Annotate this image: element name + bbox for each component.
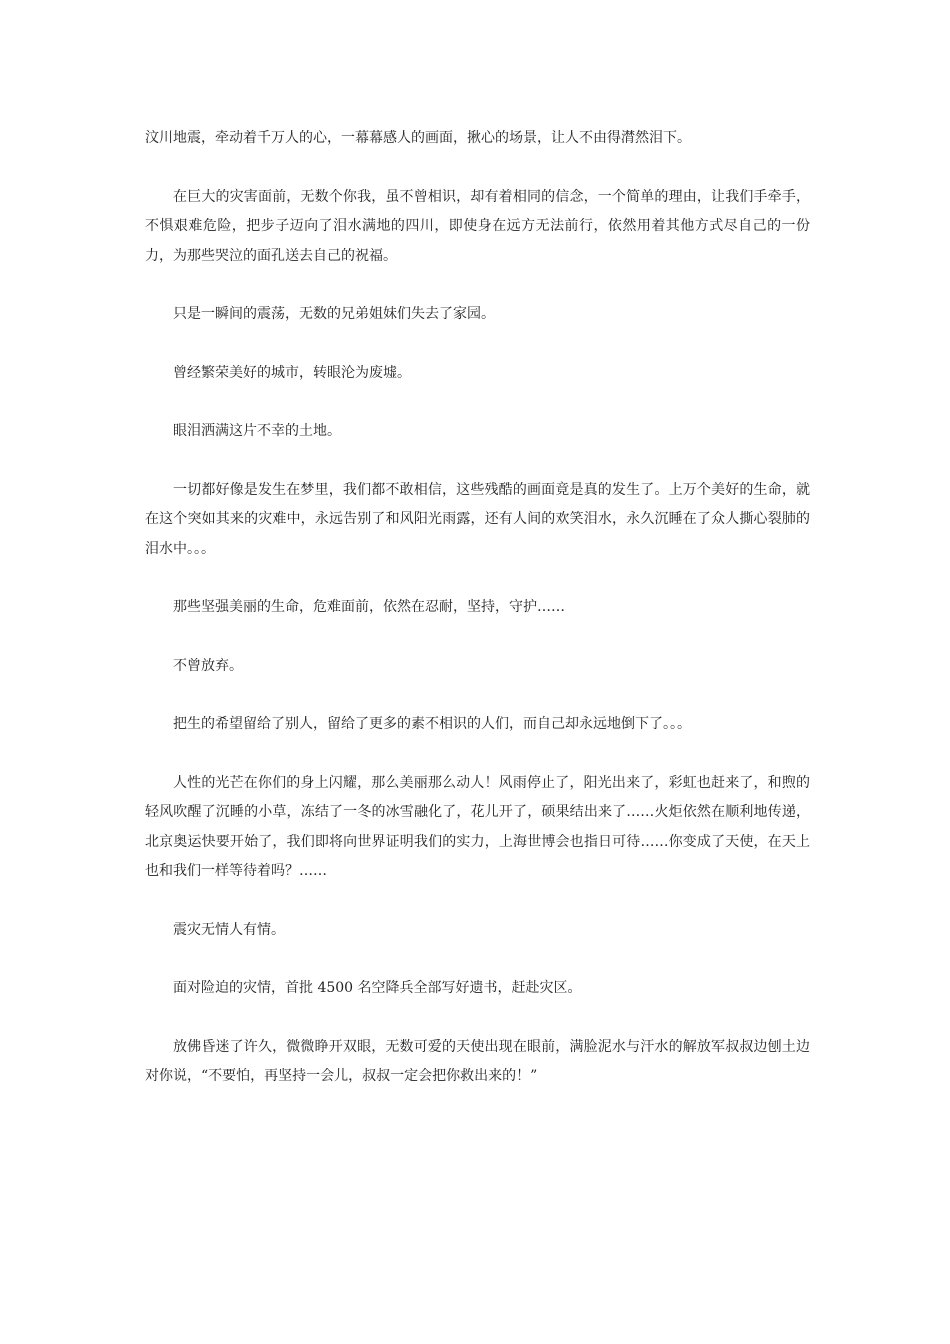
paragraph-10: 人性的光芒在你们的身上闪耀，那么美丽那么动人！风雨停止了，阳光出来了，彩虹也赶来了，和煦的轻风吹醒了沉睡的小草，冻结了一冬的冰雪融化了，花儿开了，硕果结出来了……火炬依然在顺利地传递，北京奥运快要开始了，我们即将向世界证明我们的实力，上海世博会也指日可待……你变成了天使，在天上也和我们一样等待着吗？…… [145,774,810,879]
document-body [145,124,810,1121]
paragraph-12: 面对险迫的灾情，首批 4500 名空降兵全部写好遗书，赶赴灾区。 [173,980,582,996]
paragraph-11: 震灾无情人有情。 [173,921,285,938]
paragraph-3: 只是一瞬间的震荡，无数的兄弟姐妹们失去了家园。 [173,306,495,322]
paragraph-6: 一切都好像是发生在梦里，我们都不敢相信，这些残酷的画面竟是真的发生了。上万个美好的生命，就在这个突如其来的灾难中，永远告别了和风阳光雨露，还有人间的欢笑泪水，永久沉睡在了众人撕心裂肺的泪水中。。。 [145,481,810,557]
paragraph-7: 那些坚强美丽的生命，危难面前，依然在忍耐，坚持，守护…… [173,599,565,615]
paragraph-2: 在巨大的灾害面前，无数个你我，虽不曾相识，却有着相同的信念，一个简单的理由，让我们手牵手，不惧艰难危险，把步子迈向了泪水满地的四川，即使身在远方无法前行，依然用着其他方式尽自己的一份力，为那些哭泣的面孔送去自己的祝福。 [145,188,810,264]
paragraph-8: 不曾放弃。 [173,657,243,674]
paragraph-4: 曾经繁荣美好的城市，转眼沦为废墟。 [173,364,411,381]
paragraph-9: 把生的希望留给了别人，留给了更多的素不相识的人们，而自己却永远地倒下了。。。 [173,716,691,732]
paragraph-5: 眼泪洒满这片不幸的土地。 [173,423,341,439]
paragraph-1: 汶川地震，牵动着千万人的心，一幕幕感人的画面，揪心的场景，让人不由得潸然泪下。 [145,130,691,146]
paragraph-13: 放佛昏迷了许久，微微睁开双眼，无数可爱的天使出现在眼前，满脸泥水与汗水的解放军叔叔边刨土边对你说，“不要怕，再坚持一会儿，叔叔一定会把你救出来的！” [145,1038,810,1084]
